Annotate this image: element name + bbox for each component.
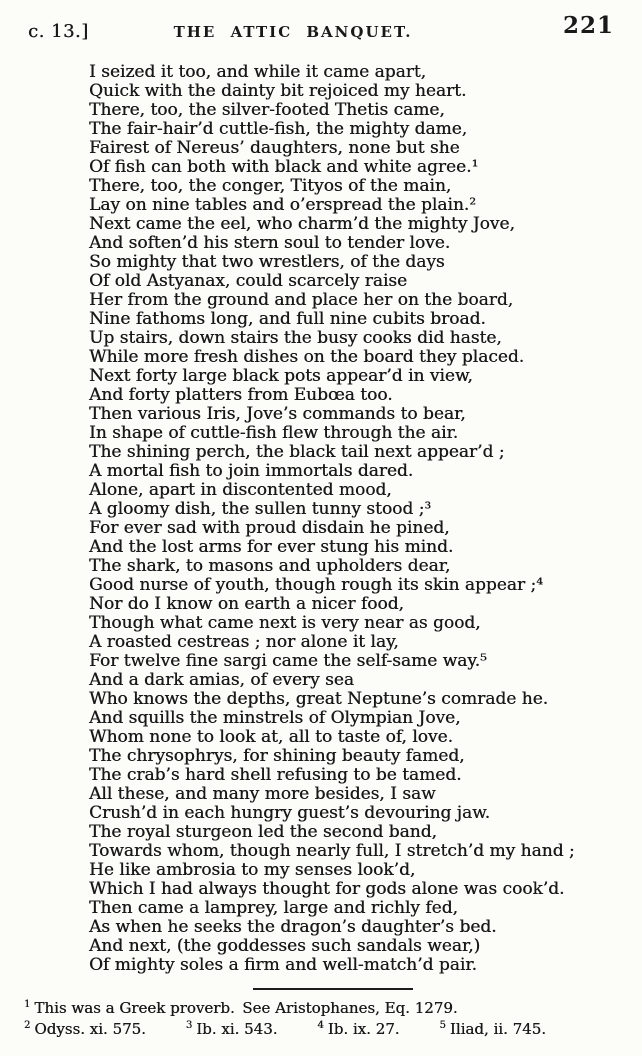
footnote-row [24,998,624,1018]
footnote-marker: 3 [185,1020,193,1031]
poem-line: Which I had always thought for gods alone was cook’d. [89,879,565,899]
footnote [24,1019,146,1039]
poem [89,63,622,975]
poem-line: Then came a lamprey, large and richly fed, [89,898,458,918]
poem-line: And the lost arms for ever stung his mind. [89,537,454,557]
poem-line: He like ambrosia to my senses look’d, [89,860,416,880]
footnote-text: Ib. xi. 543. [196,1020,278,1038]
footnote [317,1019,399,1039]
footnote [186,1019,278,1039]
poem-line: A roasted cestreas ; nor alone it lay, [89,632,399,652]
poem-line: Crush’d in each hungry guest’s devouring jaw. [89,803,491,823]
footnote [439,1019,546,1039]
poem-line: Who knows the depths, great Neptune’s comrade he. [89,689,549,709]
chapter-marker: c. 13.] [28,21,89,42]
poem-line: For twelve fine sargi came the self-same way.⁵ [89,651,487,671]
poem-line: Whom none to look at, all to taste of, love. [89,727,453,747]
footnote-marker: 1 [24,999,31,1010]
page-title: THE ATTIC BANQUET. [173,23,413,41]
poem-line: I seized it too, and while it came apart, [89,62,427,82]
footnote-separator-rule [253,988,413,990]
poem-line: Her from the ground and place her on the board, [89,290,514,310]
footnote [24,999,458,1017]
poem-line: The chrysophrys, for shining beauty famed, [89,746,465,766]
poem-line: And a dark amias, of every sea [89,670,354,690]
footnote-text: Iliad, ii. 745. [449,1020,546,1038]
poem-line: The shark, to masons and upholders dear, [89,556,451,576]
poem-line: The crab’s hard shell refusing to be tamed. [89,765,462,785]
poem-line: A gloomy dish, the sullen tunny stood ;³ [89,499,432,519]
poem-line: Of mighty soles a firm and well-match’d pair. [89,955,477,975]
page-number: 221 [562,12,614,39]
footnote-text: This was a Greek proverb. See Aristophanes, Eq. 1279. [34,999,458,1017]
poem-line: And soften’d his stern soul to tender love. [89,233,451,253]
poem-line: Up stairs, down stairs the busy cooks did haste, [89,328,502,348]
poem-line: Good nurse of youth, though rough its skin appear ;⁴ [89,575,543,595]
footnote-marker: 2 [24,1020,31,1031]
poem-line: And squills the minstrels of Olympian Jove, [89,708,461,728]
poem-line: While more fresh dishes on the board they placed. [89,347,525,367]
footnote-marker: 4 [317,1020,324,1031]
poem-line: There, too, the silver-footed Thetis came, [89,100,445,120]
poem-line: In shape of cuttle-fish flew through the air. [89,423,459,443]
poem-line: Lay on nine tables and o’erspread the plain.² [89,195,477,215]
poem-line: So mighty that two wrestlers, of the days [89,252,445,272]
poem-line: Next came the eel, who charm’d the mighty Jove, [89,214,515,234]
poem-line: Then various Iris, Jove’s commands to bear, [89,404,466,424]
poem-line: And forty platters from Eubœa too. [89,385,393,405]
poem-line: And next, (the goddesses such sandals wear,) [89,936,481,956]
footnote-row [24,1019,546,1039]
poem-line: Of fish can both with black and white agree.¹ [89,157,479,177]
poem-line: Quick with the dainty bit rejoiced my heart. [89,81,467,101]
poem-line: There, too, the conger, Tityos of the main, [89,176,452,196]
footnote-text: Ib. ix. 27. [327,1020,400,1038]
poem-line: As when he seeks the dragon’s daughter’s bed. [89,917,497,937]
page-header [0,14,642,48]
poem-line: Next forty large black pots appear’d in view, [89,366,473,386]
poem-line: Towards whom, though nearly full, I stretch’d my hand ; [89,841,575,861]
footnote-marker: 5 [439,1020,446,1031]
poem-line: Of old Astyanax, could scarcely raise [89,271,408,291]
poem-line: The royal sturgeon led the second band, [89,822,437,842]
poem-line: All these, and many more besides, I saw [89,784,436,804]
poem-line: Nine fathoms long, and full nine cubits broad. [89,309,486,329]
footnote-text: Odyss. xi. 575. [34,1020,146,1038]
footnotes [24,998,624,1039]
poem-line: Nor do I know on earth a nicer food, [89,594,404,614]
poem-line: The shining perch, the black tail next appear’d ; [89,442,505,462]
poem-line: Alone, apart in discontented mood, [89,480,392,500]
poem-line: For ever sad with proud disdain he pined, [89,518,450,538]
poem-line: Fairest of Nereus’ daughters, none but she [89,138,460,158]
poem-line: A mortal fish to join immortals dared. [89,461,414,481]
poem-line: The fair-hair’d cuttle-fish, the mighty dame, [89,119,468,139]
poem-line: Though what came next is very near as good, [89,613,481,633]
